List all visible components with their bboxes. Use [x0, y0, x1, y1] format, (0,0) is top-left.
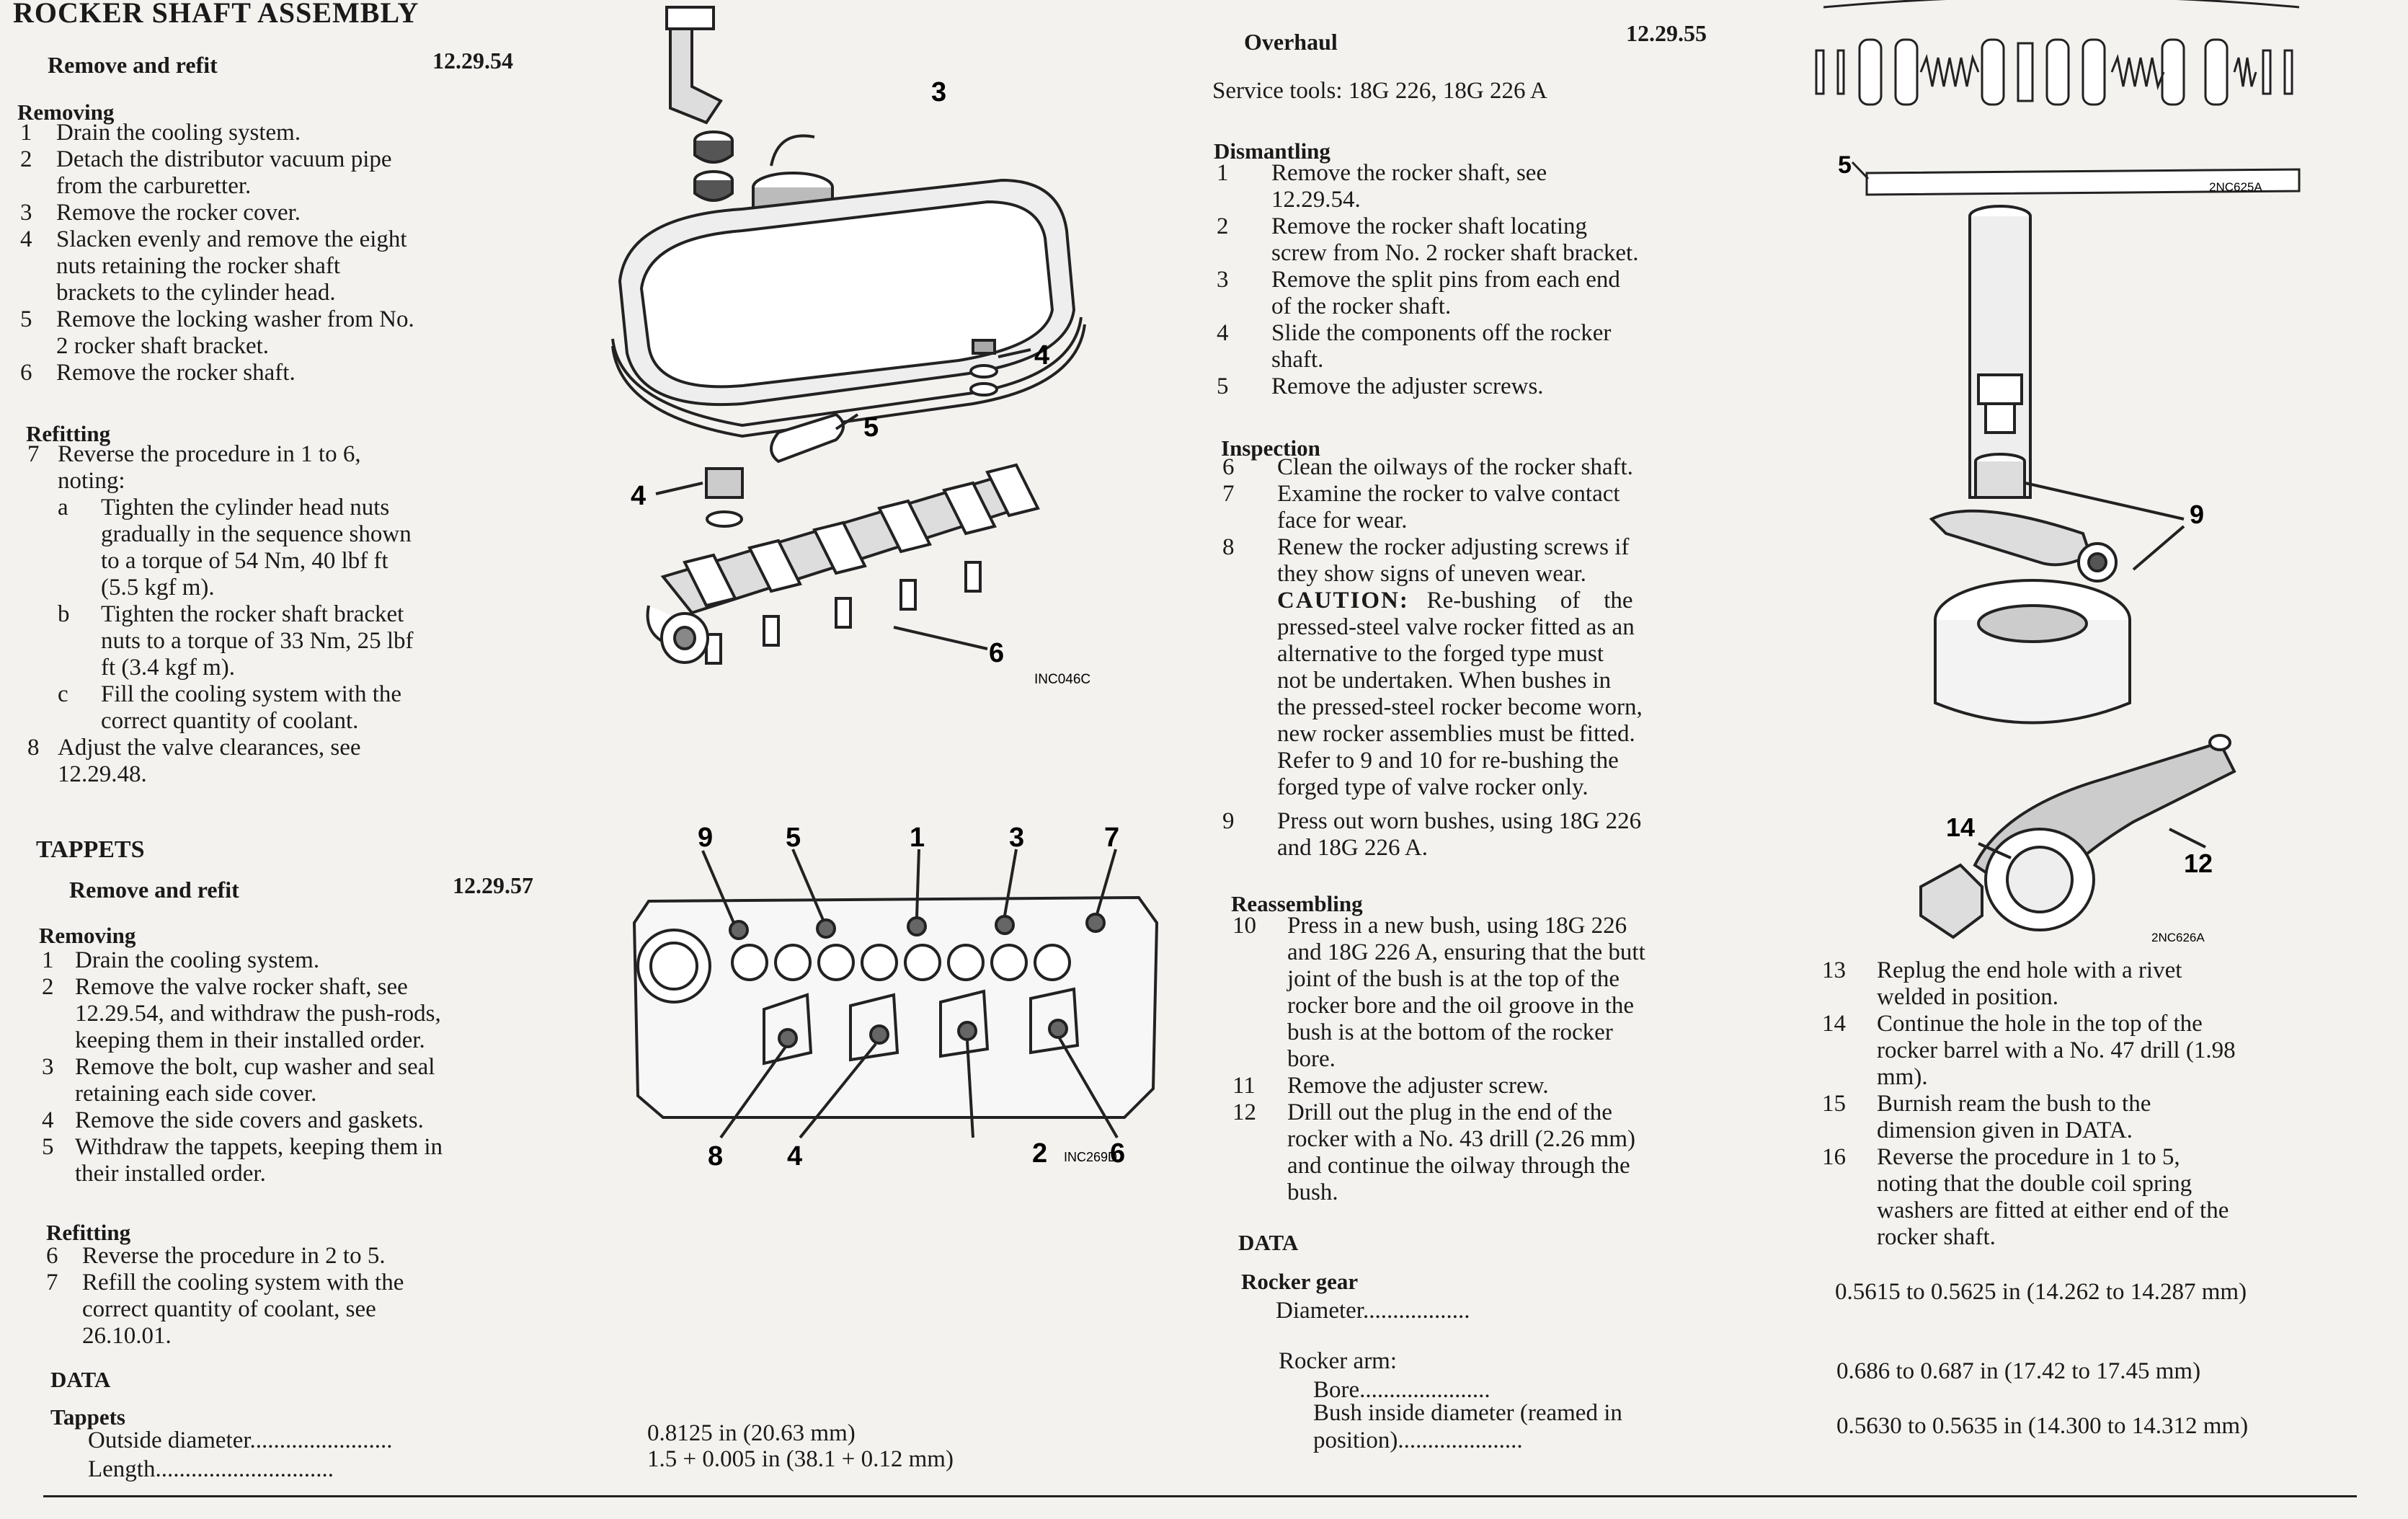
fig1-label-5: 5: [863, 412, 879, 443]
list-item: [58, 495, 554, 601]
item-text-line: 12.29.54.: [1271, 187, 1361, 213]
item-number: b: [58, 601, 70, 627]
fig1-label-6: 6: [989, 638, 1005, 668]
item-text-line: ft (3.4 kgf m).: [101, 655, 236, 681]
list-item: [58, 681, 554, 735]
item-text-line: correct quantity of coolant, see: [82, 1296, 376, 1322]
item-text-line: rocker with a No. 43 drill (2.26 mm): [1287, 1126, 1635, 1152]
item-number: 5: [20, 306, 32, 332]
item-number: 8: [1222, 534, 1235, 560]
refitting-heading: Refitting: [26, 421, 111, 446]
item-number: 14: [1822, 1011, 1846, 1037]
bore-label: Bore......................: [1313, 1377, 1490, 1403]
fig2-label-8: 8: [708, 1141, 724, 1168]
list-item: [20, 120, 554, 146]
rocker-arm-label: Rocker arm:: [1279, 1348, 1398, 1374]
list-item: [42, 1054, 568, 1107]
fig1-code: INC046C: [1034, 672, 1091, 687]
caution-line: Refer to 9 and 10 for re-bushing the: [1277, 748, 1619, 774]
item-text-line: bore.: [1287, 1046, 1336, 1072]
middle-data-heading: DATA: [1238, 1230, 1299, 1255]
item-text-line: 12.29.54, and withdraw the push-rods,: [75, 1001, 441, 1027]
list-item: [1822, 1144, 2348, 1251]
item-text-line: Withdraw the tappets, keeping them in: [75, 1134, 443, 1160]
tappets-remove-refit-label: Remove and refit: [69, 877, 239, 903]
removing-list: [20, 120, 554, 386]
list-item: [1217, 160, 1750, 213]
list-item: [1222, 808, 1756, 862]
value-diameter: 0.5615 to 0.5625 in (14.262 to 14.287 mm): [1835, 1279, 2247, 1305]
list-item: [1222, 534, 1756, 588]
item-text-line: retaining each side cover.: [75, 1081, 317, 1107]
list-item: [46, 1243, 572, 1270]
item-number: 12: [1232, 1099, 1256, 1125]
item-text-line: noting:: [58, 468, 125, 494]
item-number: 13: [1822, 957, 1846, 983]
item-number: 3: [1217, 267, 1229, 293]
tappets-data-heading: DATA: [50, 1367, 111, 1392]
caution-first-text: Re-bushing of the: [1408, 588, 1633, 614]
bush-label: Bush inside diameter (reamed in: [1313, 1400, 1622, 1426]
item-text-line: Drain the cooling system.: [56, 120, 301, 146]
caution-line: not be undertaken. When bushes in: [1277, 668, 1612, 694]
item-number: 4: [1217, 320, 1229, 346]
list-item: [20, 306, 554, 360]
item-number: c: [58, 681, 68, 707]
item-text-line: Remove the rocker cover.: [56, 200, 301, 226]
item-text-line: Remove the rocker shaft, see: [1271, 160, 1547, 186]
list-item: [20, 360, 554, 386]
fig2-label-4: 4: [787, 1141, 803, 1168]
item-text-line: dimension given in DATA.: [1877, 1117, 2133, 1143]
tappets-data-group: Tappets: [50, 1404, 125, 1430]
list-item: [27, 441, 554, 495]
item-text-line: Remove the split pins from each end: [1271, 267, 1620, 293]
remove-refit-label: Remove and refit: [48, 52, 218, 78]
diameter-label: Diameter..................: [1276, 1298, 1470, 1324]
list-item: [1232, 1073, 1766, 1099]
fig1-label-4-right: 4: [1034, 340, 1050, 371]
item-number: 2: [42, 974, 54, 1000]
value-bush: 0.5630 to 0.5635 in (14.300 to 14.312 mm): [1836, 1413, 2249, 1439]
fig5-label-14: 14: [1946, 812, 1976, 842]
item-text-line: washers are fitted at either end of the: [1877, 1197, 2229, 1223]
fig3-code: 2NC625A: [2209, 180, 2262, 194]
bush-press-tool-illustration: [1917, 195, 2220, 743]
item-text-line: correct quantity of coolant.: [101, 708, 359, 734]
item-text-line: their installed order.: [75, 1161, 266, 1187]
bottom-rule: [43, 1495, 2357, 1497]
fig5-code: 2NC626A: [2151, 931, 2205, 944]
caution-line: pressed-steel valve rocker fitted as an: [1277, 614, 1635, 640]
item-text-line: Detach the distributor vacuum pipe: [56, 146, 392, 172]
fig2-label-2: 2: [1032, 1138, 1048, 1168]
item-text-line: 2 rocker shaft bracket.: [56, 333, 270, 359]
removing-heading: Removing: [17, 99, 115, 125]
item-text-line: Slide the components off the rocker: [1271, 320, 1612, 346]
list-item: [1217, 213, 1750, 267]
fig2-label-3: 3: [1009, 823, 1025, 853]
fig2-label-1: 1: [910, 823, 925, 853]
rocker-shaft-exploded-illustration: [1802, 0, 2306, 209]
item-text-line: keeping them in their installed order.: [75, 1027, 425, 1053]
overhaul-code: 12.29.55: [1626, 20, 1707, 46]
dismantling-heading: Dismantling: [1214, 138, 1330, 164]
item-number: 5: [1217, 373, 1229, 399]
item-number: 4: [42, 1107, 54, 1133]
item-text-line: Adjust the valve clearances, see: [58, 735, 361, 761]
list-item: [46, 1270, 572, 1350]
item-number: 7: [1222, 481, 1235, 507]
caution-line: the pressed-steel rocker become worn,: [1277, 694, 1643, 720]
item-text-line: Remove the adjuster screws.: [1271, 373, 1544, 399]
item-text-line: mm).: [1877, 1064, 1928, 1090]
item-text-line: nuts to a torque of 33 Nm, 25 lbf: [101, 628, 414, 654]
item-text-line: Remove the side covers and gaskets.: [75, 1107, 424, 1133]
item-text-line: of the rocker shaft.: [1271, 293, 1452, 319]
rocker-arm-section-illustration: [1917, 721, 2350, 959]
fig1-label-3: 3: [931, 77, 947, 107]
item-text-line: Replug the end hole with a rivet: [1877, 957, 2182, 983]
item-text-line: Remove the valve rocker shaft, see: [75, 974, 408, 1000]
list-item: [1217, 267, 1750, 320]
service-tools: Service tools: 18G 226, 18G 226 A: [1212, 78, 1547, 104]
item-text-line: Fill the cooling system with the: [101, 681, 402, 707]
item-number: 6: [20, 360, 32, 386]
caution-first-line: [1277, 588, 1756, 614]
item-text-line: screw from No. 2 rocker shaft bracket.: [1271, 240, 1639, 266]
item-number: 2: [20, 146, 32, 172]
caution-line: forged type of valve rocker only.: [1277, 774, 1589, 800]
fig3-label-5: 5: [1838, 151, 1852, 179]
item-text-line: welded in position.: [1877, 984, 2059, 1010]
item-text-line: Continue the hole in the top of the: [1877, 1011, 2203, 1037]
inspection-list: [1222, 454, 1756, 862]
item-text-line: Slacken evenly and remove the eight: [56, 226, 407, 252]
overhaul-label: Overhaul: [1244, 29, 1338, 55]
item-text-line: Renew the rocker adjusting screws if: [1277, 534, 1630, 560]
list-item: [42, 947, 568, 974]
section-title: ROCKER SHAFT ASSEMBLY: [13, 0, 419, 29]
item-text-line: Remove the rocker shaft locating: [1271, 213, 1588, 239]
caution-line: new rocker assemblies must be fitted.: [1277, 721, 1635, 747]
reassembling-heading: Reassembling: [1231, 891, 1363, 916]
item-number: 9: [1222, 808, 1235, 834]
item-text-line: and 18G 226 A, ensuring that the butt: [1287, 939, 1645, 965]
list-item: [1822, 1011, 2348, 1091]
bush-label-cont: position).....................: [1313, 1427, 1523, 1453]
remove-refit-code: 12.29.54: [432, 48, 513, 74]
item-text-line: gradually in the sequence shown: [101, 521, 412, 547]
item-text-line: Reverse the procedure in 1 to 6,: [58, 441, 361, 467]
item-number: 10: [1232, 913, 1256, 939]
item-text-line: nuts retaining the rocker shaft: [56, 253, 341, 279]
item-text-line: face for wear.: [1277, 508, 1408, 533]
tappets-removing-heading: Removing: [39, 923, 136, 948]
item-text-line: 26.10.01.: [82, 1323, 172, 1349]
item-text-line: Remove the rocker shaft.: [56, 360, 296, 386]
list-item: [1822, 1091, 2348, 1144]
fig1-label-4-left: 4: [631, 481, 647, 511]
cylinder-head-sequence-illustration: [620, 815, 1168, 1168]
item-text-line: bush is at the bottom of the rocker: [1287, 1019, 1613, 1045]
tappets-refitting-list: [46, 1243, 572, 1350]
item-text-line: Press in a new bush, using 18G 226: [1287, 913, 1627, 939]
item-text-line: joint of the bush is at the top of the: [1287, 966, 1620, 992]
item-text-line: bush.: [1287, 1179, 1338, 1205]
item-number: 11: [1232, 1073, 1256, 1099]
item-text-line: rocker shaft.: [1877, 1224, 1996, 1250]
item-number: 6: [46, 1243, 58, 1269]
item-text-line: rocker barrel with a No. 47 drill (1.98: [1877, 1037, 2236, 1063]
inspection-heading: Inspection: [1221, 435, 1320, 461]
item-text-line: Clean the oilways of the rocker shaft.: [1277, 454, 1633, 480]
fig4-label-9: 9: [2190, 500, 2205, 529]
list-item: [20, 226, 554, 306]
item-text-line: Tighten the rocker shaft bracket: [101, 601, 404, 627]
item-text-line: Refill the cooling system with the: [82, 1270, 404, 1296]
caution-line: alternative to the forged type must: [1277, 641, 1604, 667]
list-item: [42, 1107, 568, 1134]
item-text-line: Examine the rocker to valve contact: [1277, 481, 1620, 507]
item-text-line: to a torque of 54 Nm, 40 lbf ft: [101, 548, 388, 574]
list-item: [58, 601, 554, 681]
rocker-gear-heading: Rocker gear: [1241, 1269, 1359, 1294]
list-item: [20, 200, 554, 226]
list-item: [1232, 1099, 1766, 1206]
list-item: [27, 735, 554, 788]
item-text-line: and continue the oilway through the: [1287, 1153, 1630, 1179]
reassembling-list: [1232, 913, 1766, 1206]
fig2-label-5: 5: [786, 823, 801, 853]
caution-block: [1222, 588, 1756, 801]
value-bore: 0.686 to 0.687 in (17.42 to 17.45 mm): [1836, 1358, 2201, 1384]
rocker-cover-shaft-illustration: [598, 0, 1175, 728]
list-item: [1217, 373, 1750, 400]
item-text-line: Press out worn bushes, using 18G 226: [1277, 808, 1642, 834]
tappets-removing-list: [42, 947, 568, 1187]
item-text-line: 12.29.48.: [58, 761, 147, 787]
list-item: [42, 974, 568, 1054]
sub-list: [27, 495, 554, 735]
caution-word: CAUTION:: [1277, 588, 1409, 614]
item-text-line: rocker bore and the oil groove in the: [1287, 993, 1635, 1019]
tappets-title: TAPPETS: [36, 836, 145, 863]
item-number: 5: [42, 1134, 54, 1160]
fig2-label-9: 9: [698, 823, 714, 853]
item-number: 7: [46, 1270, 58, 1296]
fig2-code: INC269D: [1064, 1150, 1118, 1164]
item-number: 16: [1822, 1144, 1846, 1170]
list-item: [1822, 957, 2348, 1011]
item-number: 15: [1822, 1091, 1846, 1117]
fig2-label-6: 6: [1110, 1138, 1126, 1168]
item-number: 3: [42, 1054, 54, 1080]
tappets-refitting-heading: Refitting: [46, 1220, 131, 1245]
dismantling-list: [1217, 160, 1750, 400]
item-text-line: Drill out the plug in the end of the: [1287, 1099, 1612, 1125]
list-item: [42, 1134, 568, 1187]
right-list: [1822, 957, 2348, 1251]
item-text-line: Remove the locking washer from No.: [56, 306, 414, 332]
list-item: [1217, 320, 1750, 373]
tappets-row-length-label: Length..............................: [88, 1456, 334, 1482]
list-item: [1222, 454, 1756, 481]
tappets-row-outside-label: Outside diameter........................: [88, 1427, 393, 1453]
item-text-line: (5.5 kgf m).: [101, 575, 215, 601]
item-text-line: brackets to the cylinder head.: [56, 280, 336, 306]
item-text-line: Reverse the procedure in 2 to 5.: [82, 1243, 386, 1269]
item-text-line: from the carburetter.: [56, 173, 252, 199]
item-number: 1: [20, 120, 32, 146]
tappets-remove-refit-code: 12.29.57: [453, 872, 533, 898]
item-number: 6: [1222, 454, 1235, 480]
tappets-row-outside-value: 0.8125 in (20.63 mm): [647, 1420, 856, 1446]
refitting-list: [27, 441, 554, 788]
list-item: [1232, 913, 1766, 1073]
list-item: [1222, 481, 1756, 534]
fig5-label-12: 12: [2184, 849, 2213, 878]
item-number: a: [58, 495, 68, 521]
item-number: 1: [42, 947, 54, 973]
item-number: 4: [20, 226, 32, 252]
list-item: [20, 146, 554, 200]
item-text-line: Remove the bolt, cup washer and seal: [75, 1054, 435, 1080]
item-text-line: Drain the cooling system.: [75, 947, 320, 973]
item-text-line: Burnish ream the bush to the: [1877, 1091, 2151, 1117]
item-number: 7: [27, 441, 40, 467]
item-number: 3: [20, 200, 32, 226]
item-number: 2: [1217, 213, 1229, 239]
item-text-line: and 18G 226 A.: [1277, 835, 1428, 861]
item-text-line: Tighten the cylinder head nuts: [101, 495, 390, 521]
item-text-line: they show signs of uneven wear.: [1277, 561, 1586, 587]
item-number: 1: [1217, 160, 1229, 186]
item-number: 8: [27, 735, 40, 761]
item-text-line: Remove the adjuster screw.: [1287, 1073, 1549, 1099]
item-text-line: Reverse the procedure in 1 to 5,: [1877, 1144, 2180, 1170]
fig2-label-7: 7: [1104, 823, 1120, 853]
item-text-line: noting that the double coil spring: [1877, 1171, 2192, 1197]
tappets-row-length-value: 1.5 + 0.005 in (38.1 + 0.12 mm): [647, 1446, 954, 1472]
item-text-line: shaft.: [1271, 347, 1324, 373]
